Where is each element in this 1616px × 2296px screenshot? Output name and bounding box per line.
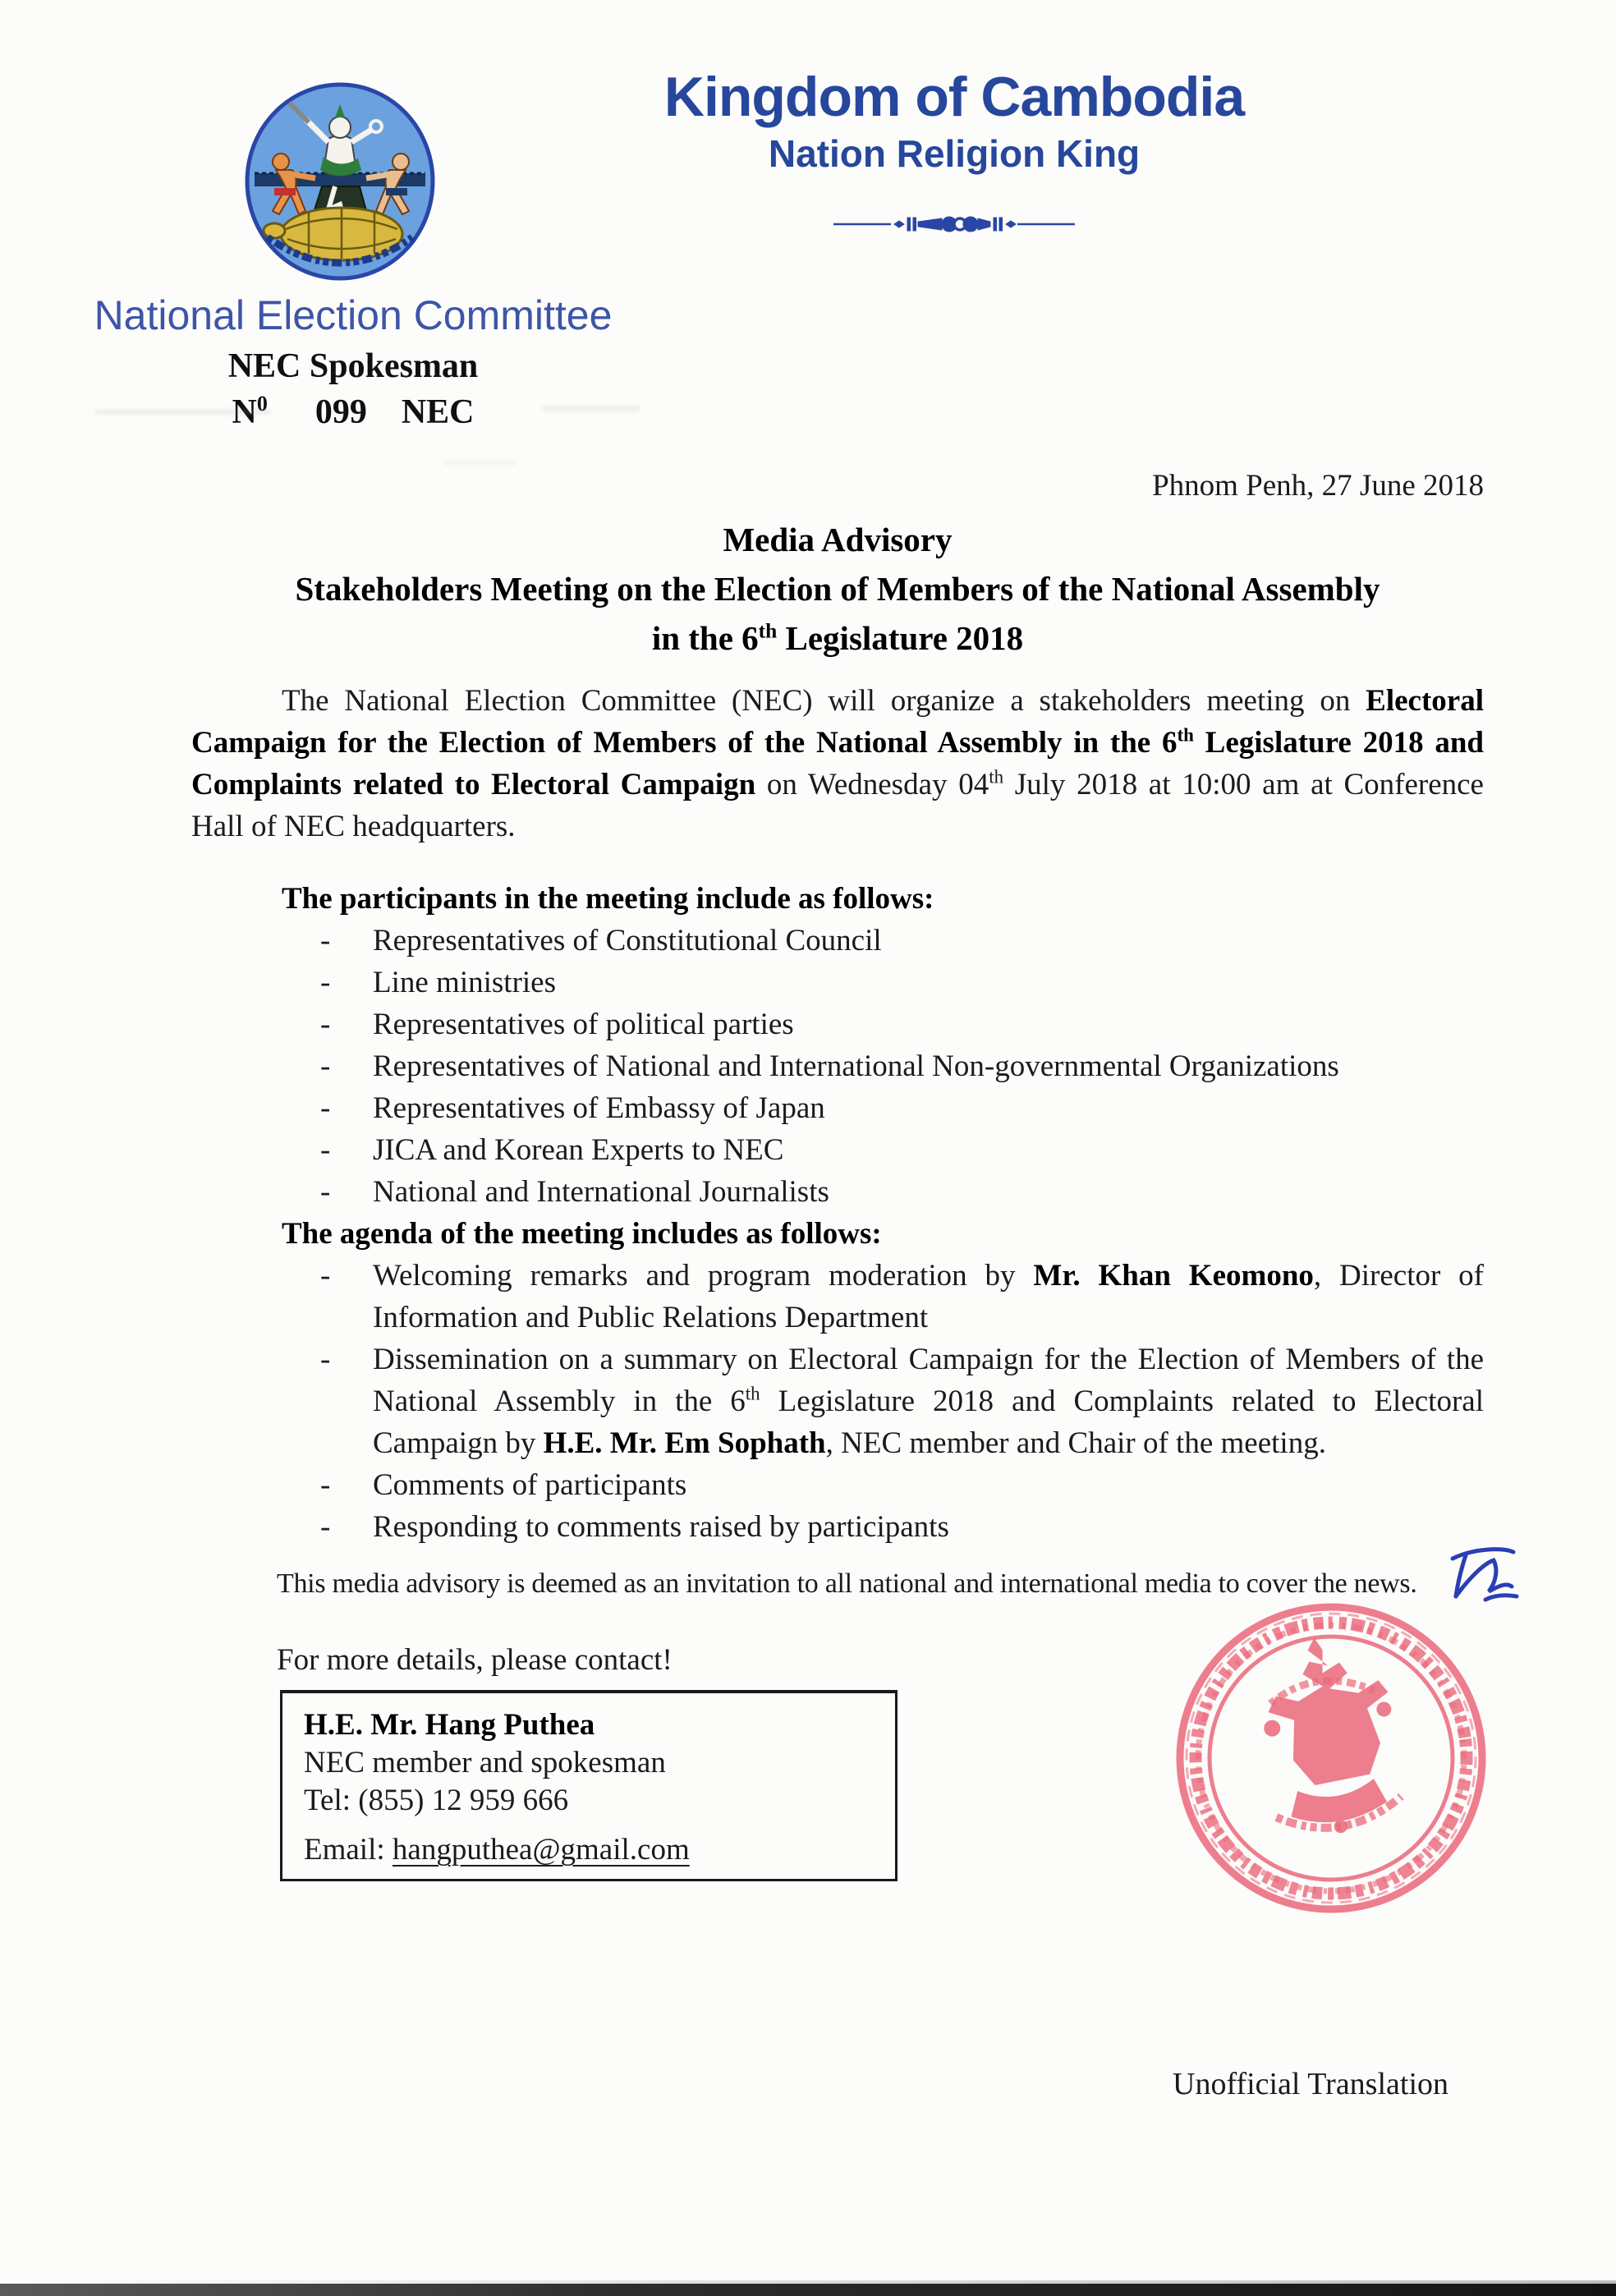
dash-marker: -	[320, 1510, 331, 1544]
kingdom-header	[634, 66, 1274, 235]
doc-title-line2: Stakeholders Meeting on the Election of Members of the National Assembly	[295, 570, 1380, 608]
list-item: - Responding to comments raised by participants	[191, 1506, 1484, 1548]
contact-email: hangputhea@gmail.com	[392, 1833, 690, 1867]
dash-marker: -	[320, 1049, 331, 1083]
intro-paragraph: The National Election Committee (NEC) will organize a stakeholders meeting on Electoral Campaign for the Election of Members of the National Assembly in the 6th Legislature 2018 and Complaints related to Electoral Campaign on Wednesday 04th July 2018 at 10:00 am at Conference Hall of NEC headquarters.	[191, 684, 1484, 843]
ornamental-divider-icon	[833, 214, 1075, 235]
dash-marker: -	[320, 1091, 331, 1125]
contact-lead: For more details, please contact!	[277, 1643, 673, 1677]
dash-marker: -	[320, 1175, 331, 1209]
contact-tel: Tel: (855) 12 959 666	[304, 1784, 569, 1817]
participants-heading: The participants in the meeting include as follows:	[282, 882, 934, 916]
dash-marker: -	[320, 1468, 331, 1502]
scan-streak	[542, 406, 640, 411]
dash-marker: -	[320, 1259, 331, 1293]
agenda-list	[191, 1255, 1484, 1548]
committee-title: National Election Committee	[94, 292, 613, 338]
list-item: - Dissemination on a summary on Electoral Campaign for the Election of Members of the National Assembly in the 6th Legislature 2018 and Complaints related to Electoral Campaign by H.E. Mr. Em Sophath, NEC member and Chair of the meeting.	[191, 1339, 1484, 1464]
list-item: - National and International Journalists	[191, 1171, 1484, 1213]
motto-line: Nation Religion King	[768, 132, 1141, 175]
list-item: - Representatives of Constitutional Council	[191, 920, 1484, 962]
spokesman-line: NEC Spokesman	[227, 347, 479, 385]
contact-role: NEC member and spokesman	[304, 1746, 666, 1779]
scan-edge-bar	[0, 2284, 1616, 2296]
doc-title-line3: in the 6th Legislature 2018	[651, 619, 1024, 657]
dash-marker: -	[320, 924, 331, 957]
kingdom-title: Kingdom of Cambodia	[663, 66, 1245, 128]
date-line: Phnom Penh, 27 June 2018	[1152, 469, 1484, 503]
scan-streak	[94, 409, 271, 415]
list-item: - JICA and Korean Experts to NEC	[191, 1129, 1484, 1171]
reference-number: $N^0$ 099 NEC	[232, 392, 475, 431]
doc-title-line1: Media Advisory	[723, 521, 953, 558]
contact-name: H.E. Mr. Hang Puthea	[304, 1708, 595, 1742]
contact-email-line: Email: hangputhea@gmail.com	[304, 1833, 690, 1867]
contact-box	[280, 1690, 898, 1881]
advisory-note: This media advisory is deemed as an invitation to all national and international media to cover the news.	[277, 1568, 1417, 1599]
list-item: - Representatives of political parties	[191, 1003, 1484, 1045]
signature-icon	[1448, 1545, 1523, 1611]
nec-logo-icon	[243, 81, 437, 282]
list-item: - Representatives of National and International Non-governmental Organizations	[191, 1045, 1484, 1087]
dash-marker: -	[320, 966, 331, 999]
list-item: - Representatives of Embassy of Japan	[191, 1087, 1484, 1129]
dash-marker: -	[320, 1008, 331, 1041]
list-item: - Comments of participants	[191, 1464, 1484, 1506]
footer-note: Unofficial Translation	[1173, 2067, 1449, 2101]
list-item: - Welcoming remarks and program moderation by Mr. Khan Keomono, Director of Information and Public Relations Department	[191, 1255, 1484, 1339]
dash-marker: -	[320, 1343, 331, 1376]
agenda-heading: The agenda of the meeting includes as follows:	[282, 1217, 882, 1251]
dash-marker: -	[320, 1133, 331, 1167]
nec-stamp-icon	[1170, 1597, 1492, 1919]
list-item: - Line ministries	[191, 962, 1484, 1003]
participants-list	[191, 920, 1484, 1213]
